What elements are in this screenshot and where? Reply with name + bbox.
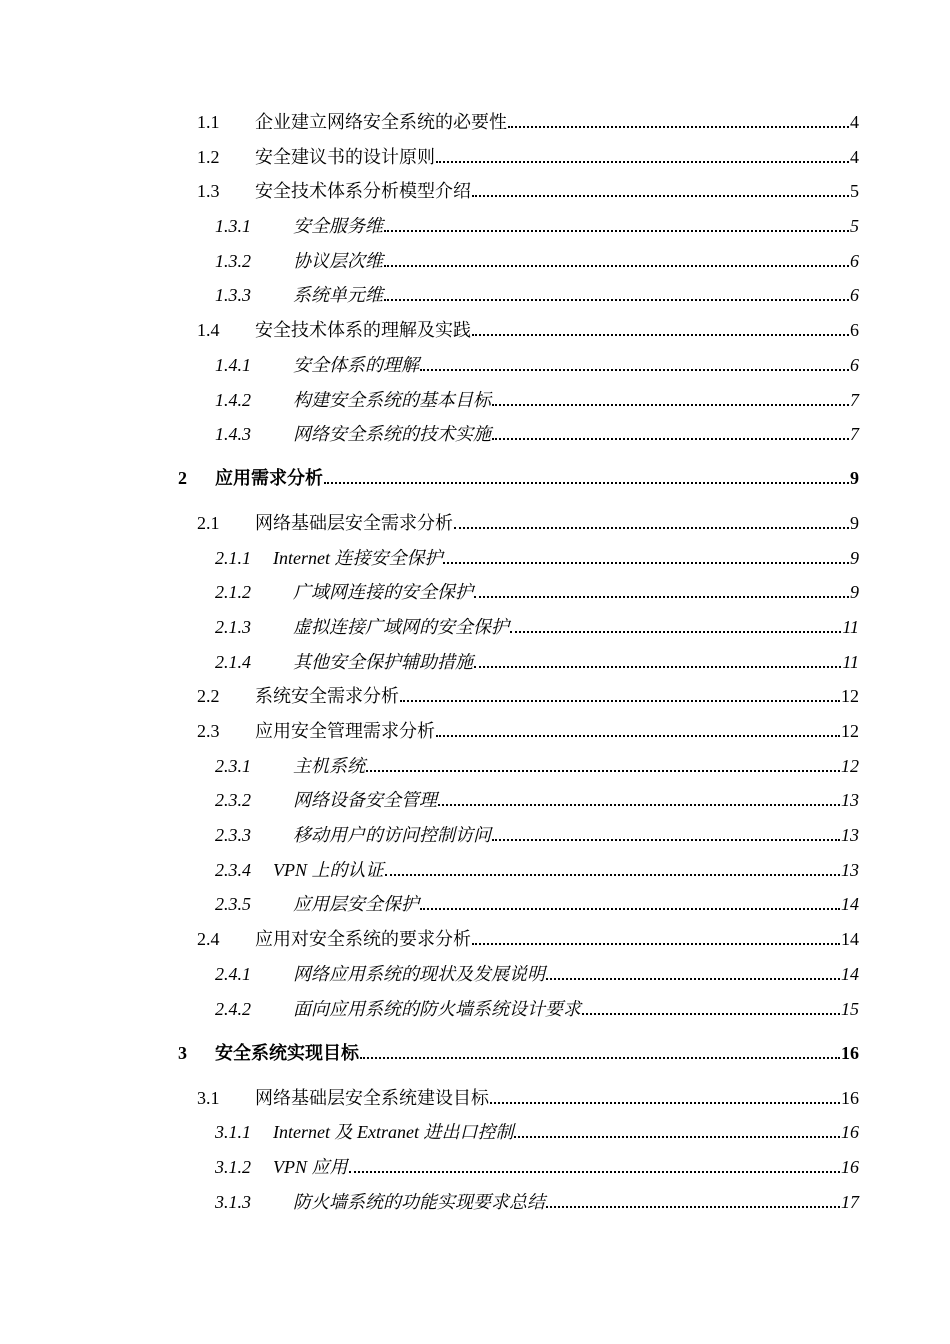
toc-entry-number: 1.3.3 bbox=[215, 285, 251, 305]
toc-entry-title: 防火墙系统的功能实现要求总结 bbox=[293, 1192, 545, 1212]
toc-entry[interactable] bbox=[215, 422, 859, 446]
toc-dot-leader bbox=[400, 700, 840, 702]
toc-dot-leader bbox=[472, 943, 840, 945]
toc-entry-title: 网络基础层安全系统建设目标 bbox=[255, 1088, 489, 1108]
toc-entry-page-number: 9 bbox=[850, 548, 859, 568]
toc-entry-page-number: 6 bbox=[850, 285, 859, 305]
toc-entry[interactable] bbox=[197, 719, 859, 743]
toc-entry-number: 2.4.2 bbox=[215, 999, 251, 1019]
toc-entry-number: 3.1 bbox=[197, 1088, 220, 1108]
toc-dot-leader bbox=[510, 631, 841, 633]
toc-entry-title: 安全服务维 bbox=[293, 216, 383, 236]
toc-dot-leader bbox=[438, 804, 840, 806]
toc-entry-page-number: 4 bbox=[850, 112, 859, 132]
toc-entry[interactable] bbox=[215, 283, 859, 307]
toc-entry[interactable] bbox=[215, 388, 859, 412]
toc-entry[interactable] bbox=[197, 1086, 859, 1110]
toc-entry-page-number: 11 bbox=[842, 652, 859, 672]
toc-entry-title: 系统安全需求分析 bbox=[255, 686, 399, 706]
toc-entry-title: 构建安全系统的基本目标 bbox=[293, 390, 491, 410]
toc-entry-title: 应用层安全保护 bbox=[293, 894, 419, 914]
toc-entry[interactable] bbox=[215, 1190, 859, 1214]
toc-entry-number: 1.4.1 bbox=[215, 355, 251, 375]
toc-entry[interactable] bbox=[197, 318, 859, 342]
toc-entry-title: VPN 应用 bbox=[273, 1157, 348, 1177]
toc-entry-number: 3.1.2 bbox=[215, 1157, 251, 1177]
toc-dot-leader bbox=[508, 126, 849, 128]
toc-entry-title: 应用对安全系统的要求分析 bbox=[255, 929, 471, 949]
toc-entry-number: 2.1.1 bbox=[215, 548, 251, 568]
toc-entry-page-number: 14 bbox=[841, 964, 859, 984]
toc-entry[interactable] bbox=[215, 615, 859, 639]
toc-entry-title: 安全技术体系分析模型介绍 bbox=[255, 181, 471, 201]
toc-entry-title: 网络基础层安全需求分析 bbox=[255, 513, 453, 533]
toc-entry-page-number: 4 bbox=[850, 147, 859, 167]
toc-entry-number: 3 bbox=[178, 1043, 187, 1063]
toc-entry[interactable] bbox=[215, 1155, 859, 1179]
toc-dot-leader bbox=[492, 839, 840, 841]
toc-entry-page-number: 5 bbox=[850, 216, 859, 236]
toc-entry-page-number: 9 bbox=[850, 468, 859, 488]
toc-entry-title: Internet 连接安全保护 bbox=[273, 548, 443, 568]
toc-entry-title: 网络设备安全管理 bbox=[293, 790, 437, 810]
toc-entry-page-number: 12 bbox=[841, 721, 859, 741]
toc-entry-page-number: 16 bbox=[841, 1157, 859, 1177]
toc-entry-number: 1.4.3 bbox=[215, 424, 251, 444]
toc-entry-page-number: 15 bbox=[841, 999, 859, 1019]
toc-entry-title: 协议层次维 bbox=[293, 251, 383, 271]
toc-dot-leader bbox=[384, 299, 849, 301]
toc-dot-leader bbox=[420, 908, 840, 910]
toc-entry[interactable] bbox=[215, 858, 859, 882]
toc-entry-title: 网络安全系统的技术实施 bbox=[293, 424, 491, 444]
toc-dot-leader bbox=[384, 265, 849, 267]
toc-entry-title: 安全建议书的设计原则 bbox=[255, 147, 435, 167]
toc-entry-page-number: 5 bbox=[850, 181, 859, 201]
toc-entry-title: 移动用户的访问控制访问 bbox=[293, 825, 491, 845]
toc-dot-leader bbox=[474, 596, 849, 598]
toc-entry-page-number: 13 bbox=[841, 790, 859, 810]
toc-entry-number: 2.3.3 bbox=[215, 825, 251, 845]
toc-dot-leader bbox=[443, 562, 849, 564]
toc-entry-number: 2.3.4 bbox=[215, 860, 251, 880]
toc-entry-title: 主机系统 bbox=[293, 756, 365, 776]
toc-entry[interactable] bbox=[215, 997, 859, 1021]
toc-entry-number: 2.3.2 bbox=[215, 790, 251, 810]
toc-entry-number: 2.3.5 bbox=[215, 894, 251, 914]
toc-entry[interactable] bbox=[215, 580, 859, 604]
toc-entry-number: 3.1.3 bbox=[215, 1192, 251, 1212]
toc-entry[interactable] bbox=[215, 353, 859, 377]
toc-entry-number: 2.1 bbox=[197, 513, 220, 533]
toc-dot-leader bbox=[366, 770, 840, 772]
toc-entry-page-number: 13 bbox=[841, 860, 859, 880]
toc-entry[interactable] bbox=[215, 1120, 859, 1144]
toc-entry[interactable] bbox=[215, 754, 859, 778]
toc-entry[interactable] bbox=[197, 145, 859, 169]
toc-entry-number: 2.4 bbox=[197, 929, 220, 949]
toc-entry[interactable] bbox=[215, 546, 859, 570]
toc-dot-leader bbox=[546, 1206, 840, 1208]
toc-entry-number: 2.4.1 bbox=[215, 964, 251, 984]
toc-entry[interactable] bbox=[215, 823, 859, 847]
toc-entry[interactable] bbox=[197, 110, 859, 134]
toc-dot-leader bbox=[472, 195, 849, 197]
toc-entry-page-number: 7 bbox=[850, 390, 859, 410]
toc-entry[interactable] bbox=[215, 788, 859, 812]
toc-dot-leader bbox=[492, 404, 849, 406]
toc-entry[interactable] bbox=[215, 892, 859, 916]
toc-dot-leader bbox=[349, 1171, 841, 1173]
toc-dot-leader bbox=[514, 1136, 840, 1138]
toc-dot-leader bbox=[436, 161, 849, 163]
toc-entry-number: 2.3.1 bbox=[215, 756, 251, 776]
toc-dot-leader bbox=[436, 735, 840, 737]
toc-entry-number: 1.3.1 bbox=[215, 216, 251, 236]
toc-entry[interactable] bbox=[178, 1041, 859, 1065]
toc-entry-page-number: 9 bbox=[850, 513, 859, 533]
toc-dot-leader bbox=[474, 666, 841, 668]
toc-entry-title: 面向应用系统的防火墙系统设计要求 bbox=[293, 999, 581, 1019]
toc-entry-page-number: 6 bbox=[850, 320, 859, 340]
toc-dot-leader bbox=[324, 482, 849, 484]
toc-dot-leader bbox=[582, 1013, 840, 1015]
toc-entry[interactable] bbox=[215, 650, 859, 674]
toc-entry-page-number: 16 bbox=[841, 1043, 859, 1063]
toc-entry[interactable] bbox=[215, 249, 859, 273]
toc-dot-leader bbox=[420, 369, 849, 371]
toc-entry-title: 系统单元维 bbox=[293, 285, 383, 305]
toc-entry-number: 2 bbox=[178, 468, 187, 488]
toc-entry[interactable] bbox=[178, 466, 859, 490]
toc-entry-title: VPN 上的认证 bbox=[273, 860, 384, 880]
toc-entry-number: 3.1.1 bbox=[215, 1122, 251, 1142]
toc-entry-number: 2.3 bbox=[197, 721, 220, 741]
toc-entry-title: 应用需求分析 bbox=[215, 468, 323, 488]
toc-entry-page-number: 7 bbox=[850, 424, 859, 444]
toc-entry-number: 2.1.4 bbox=[215, 652, 251, 672]
toc-entry-title: 应用安全管理需求分析 bbox=[255, 721, 435, 741]
toc-entry-title: 广域网连接的安全保护 bbox=[293, 582, 473, 602]
toc-dot-leader bbox=[360, 1057, 840, 1059]
toc-entry[interactable] bbox=[197, 684, 859, 708]
toc-entry-title: 其他安全保护辅助措施 bbox=[293, 652, 473, 672]
toc-entry-page-number: 14 bbox=[841, 894, 859, 914]
toc-entry-page-number: 16 bbox=[841, 1088, 859, 1108]
toc-entry-title: 企业建立网络安全系统的必要性 bbox=[255, 112, 507, 132]
toc-entry-title: 安全体系的理解 bbox=[293, 355, 419, 375]
toc-dot-leader bbox=[454, 527, 849, 529]
toc-entry-title: 安全技术体系的理解及实践 bbox=[255, 320, 471, 340]
toc-entry-title: 安全系统实现目标 bbox=[215, 1043, 359, 1063]
toc-dot-leader bbox=[490, 1102, 840, 1104]
toc-entry-number: 1.4 bbox=[197, 320, 220, 340]
toc-entry-number: 1.1 bbox=[197, 112, 220, 132]
toc-entry-number: 1.4.2 bbox=[215, 390, 251, 410]
toc-entry-page-number: 13 bbox=[841, 825, 859, 845]
toc-entry-number: 2.1.2 bbox=[215, 582, 251, 602]
toc-dot-leader bbox=[384, 230, 849, 232]
toc-dot-leader bbox=[546, 978, 840, 980]
toc-entry[interactable] bbox=[215, 214, 859, 238]
toc-entry-page-number: 6 bbox=[850, 251, 859, 271]
toc-entry-number: 2.1.3 bbox=[215, 617, 251, 637]
toc-entry-page-number: 12 bbox=[841, 686, 859, 706]
toc-entry-page-number: 16 bbox=[841, 1122, 859, 1142]
toc-entry-number: 1.3 bbox=[197, 181, 220, 201]
toc-entry-page-number: 12 bbox=[841, 756, 859, 776]
toc-entry-title: 虚拟连接广域网的安全保护 bbox=[293, 617, 509, 637]
toc-dot-leader bbox=[472, 334, 849, 336]
toc-dot-leader bbox=[385, 874, 841, 876]
toc-entry-page-number: 14 bbox=[841, 929, 859, 949]
toc-entry-page-number: 11 bbox=[842, 617, 859, 637]
toc-entry-title: 网络应用系统的现状及发展说明 bbox=[293, 964, 545, 984]
toc-entry-page-number: 6 bbox=[850, 355, 859, 375]
toc-dot-leader bbox=[492, 438, 849, 440]
toc-entry-number: 1.3.2 bbox=[215, 251, 251, 271]
toc-entry[interactable] bbox=[197, 927, 859, 951]
toc-entry-title: Internet 及 Extranet 进出口控制 bbox=[273, 1122, 514, 1142]
toc-entry-number: 1.2 bbox=[197, 147, 220, 167]
toc-entry-number: 2.2 bbox=[197, 686, 220, 706]
toc-entry[interactable] bbox=[215, 962, 859, 986]
toc-entry-page-number: 17 bbox=[841, 1192, 859, 1212]
toc-entry-page-number: 9 bbox=[850, 582, 859, 602]
toc-entry[interactable] bbox=[197, 511, 859, 535]
toc-entry[interactable] bbox=[197, 179, 859, 203]
